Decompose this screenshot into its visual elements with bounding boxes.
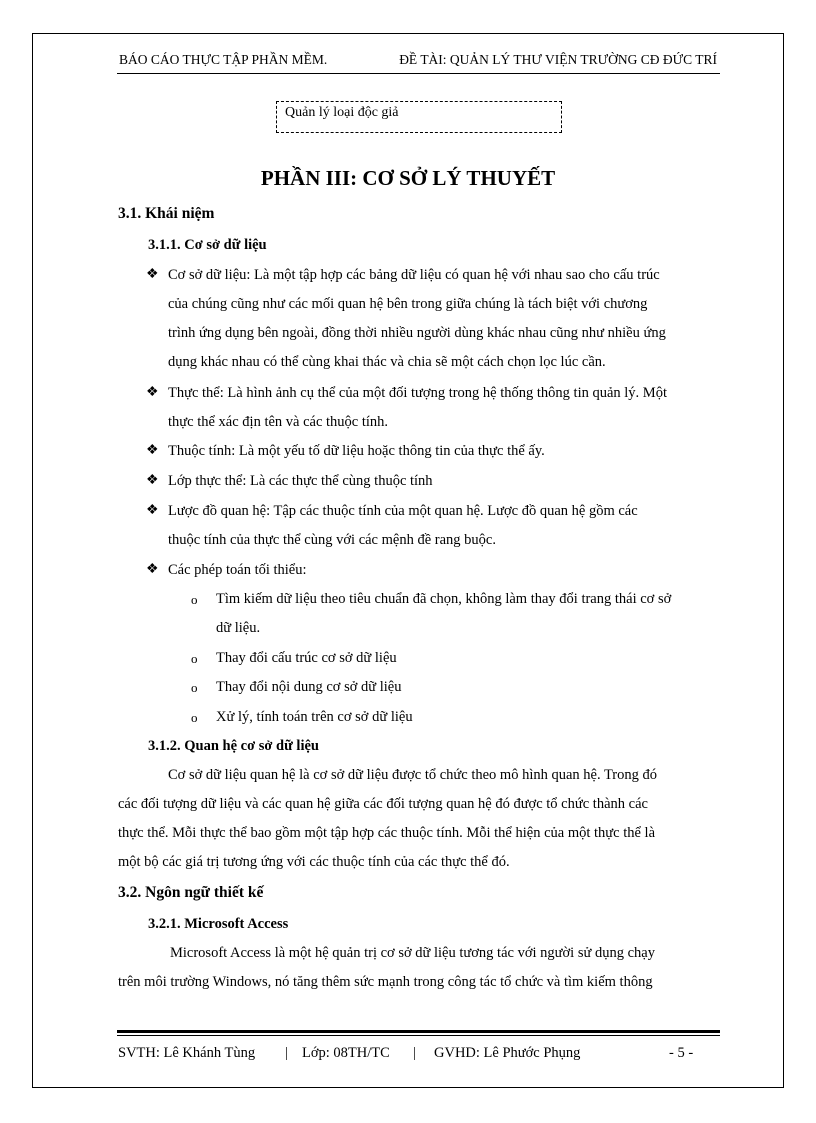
- page-number: - 5 -: [669, 1045, 694, 1061]
- header-rule: [117, 73, 720, 74]
- paragraph-line: Microsoft Access là một hệ quản trị cơ sở dữ liệu tương tác với người sử dụng chạy: [170, 945, 655, 961]
- paragraph-line: trên môi trường Windows, nó tăng thêm sức mạnh trong công tác tổ chức và tìm kiếm thông: [118, 974, 653, 990]
- paragraph-line: Cơ sở dữ liệu quan hệ là cơ sở dữ liệu được tổ chức theo mô hình quan hệ. Trong đó: [168, 767, 658, 783]
- sub-bullet-text: Tìm kiếm dữ liệu theo tiêu chuẩn đã chọn, không làm thay đổi trang thái cơ sở: [216, 591, 672, 607]
- header-report-title: BÁO CÁO THỰC TẬP PHẦN MỀM.: [119, 52, 328, 67]
- footer-rule-thin: [117, 1035, 720, 1036]
- diamond-bullet-icon: ❖: [146, 562, 159, 577]
- bullet-text: Các phép toán tối thiểu:: [168, 562, 307, 578]
- paragraph-line: thực thể. Mỗi thực thể bao gồm một tập hợp các thuộc tính. Mỗi thể hiện của một thực thể là: [118, 825, 656, 841]
- section-3-1-1-heading: 3.1.1. Cơ sở dữ liệu: [148, 237, 267, 253]
- diamond-bullet-icon: ❖: [146, 443, 159, 458]
- bullet-text: thực thể xác địn tên và các thuộc tính.: [168, 414, 389, 430]
- bullet-text: Cơ sở dữ liệu: Là một tập hợp các bảng dữ liệu có quan hệ với nhau sao cho cấu trúc: [168, 267, 660, 283]
- paragraph-line: một bộ các giá trị tương ứng với các thuộc tính của các thực thể đó.: [118, 854, 510, 870]
- section-3-2-heading: 3.2. Ngôn ngữ thiết kế: [118, 884, 264, 901]
- page-header: [119, 52, 717, 68]
- bullet-text: của chúng cũng như các mối quan hệ bên trong giữa chúng là tách biệt với chương: [168, 296, 648, 312]
- paragraph-line: các đối tượng dữ liệu và các quan hệ giữa các đối tượng quan hệ đó được tổ chức thành các: [118, 796, 648, 812]
- header-topic: ĐỀ TÀI: QUẢN LÝ THƯ VIỆN TRƯỜNG CĐ ĐỨC TRÍ: [399, 52, 717, 67]
- bullet-text: Thực thể: Là hình ảnh cụ thể của một đối tượng trong hệ thống thông tin quản lý. Một: [168, 385, 667, 401]
- bullet-text: Lớp thực thể: Là các thực thể cùng thuộc tính: [168, 473, 433, 489]
- sub-bullet-text: Thay đổi cấu trúc cơ sở dữ liệu: [216, 650, 397, 666]
- bullet-text: trình ứng dụng bên ngoài, đồng thời nhiều người dùng khác nhau cũng như nhiều ứng: [168, 325, 666, 341]
- footer-class: Lớp: 08TH/TC: [302, 1045, 390, 1061]
- section-3-1-2-heading: 3.1.2. Quan hệ cơ sở dữ liệu: [148, 738, 319, 754]
- bullet-text: Thuộc tính: Là một yếu tố dữ liệu hoặc thông tin của thực thể ấy.: [168, 443, 545, 459]
- footer-separator: |: [413, 1045, 416, 1061]
- circle-bullet-icon: o: [191, 710, 198, 725]
- diagram-box-label: Quản lý loại độc giả: [285, 105, 399, 120]
- diamond-bullet-icon: ❖: [146, 473, 159, 488]
- sub-bullet-text: Thay đổi nội dung cơ sở dữ liệu: [216, 679, 402, 695]
- bullet-text: thuộc tính của thực thể cùng với các mệnh đề rang buộc.: [168, 532, 496, 548]
- page-border: [32, 33, 784, 1088]
- diamond-bullet-icon: ❖: [146, 267, 159, 282]
- diamond-bullet-icon: ❖: [146, 385, 159, 400]
- footer-advisor: GVHD: Lê Phước Phụng: [434, 1045, 581, 1061]
- diamond-bullet-icon: ❖: [146, 503, 159, 518]
- section-3-2-1-heading: 3.2.1. Microsoft Access: [148, 916, 289, 932]
- diagram-box: [276, 101, 562, 133]
- sub-bullet-text: Xử lý, tính toán trên cơ sở dữ liệu: [216, 709, 413, 725]
- part-title: PHẦN III: CƠ SỞ LÝ THUYẾT: [260, 166, 556, 190]
- footer-rule-thick: [117, 1030, 720, 1033]
- bullet-text: dụng khác nhau có thể cùng khai thác và chia sẽ một cách chọn lọc lúc cần.: [168, 354, 606, 370]
- footer-separator: |: [285, 1045, 288, 1061]
- section-3-1-heading: 3.1. Khái niệm: [118, 205, 215, 222]
- circle-bullet-icon: o: [191, 680, 198, 695]
- sub-bullet-text: dữ liệu.: [216, 620, 261, 636]
- bullet-text: Lược đồ quan hệ: Tập các thuộc tính của một quan hệ. Lược đồ quan hệ gồm các: [168, 503, 638, 519]
- circle-bullet-icon: o: [191, 651, 198, 666]
- circle-bullet-icon: o: [191, 592, 198, 607]
- footer-student: SVTH: Lê Khánh Tùng: [118, 1045, 256, 1061]
